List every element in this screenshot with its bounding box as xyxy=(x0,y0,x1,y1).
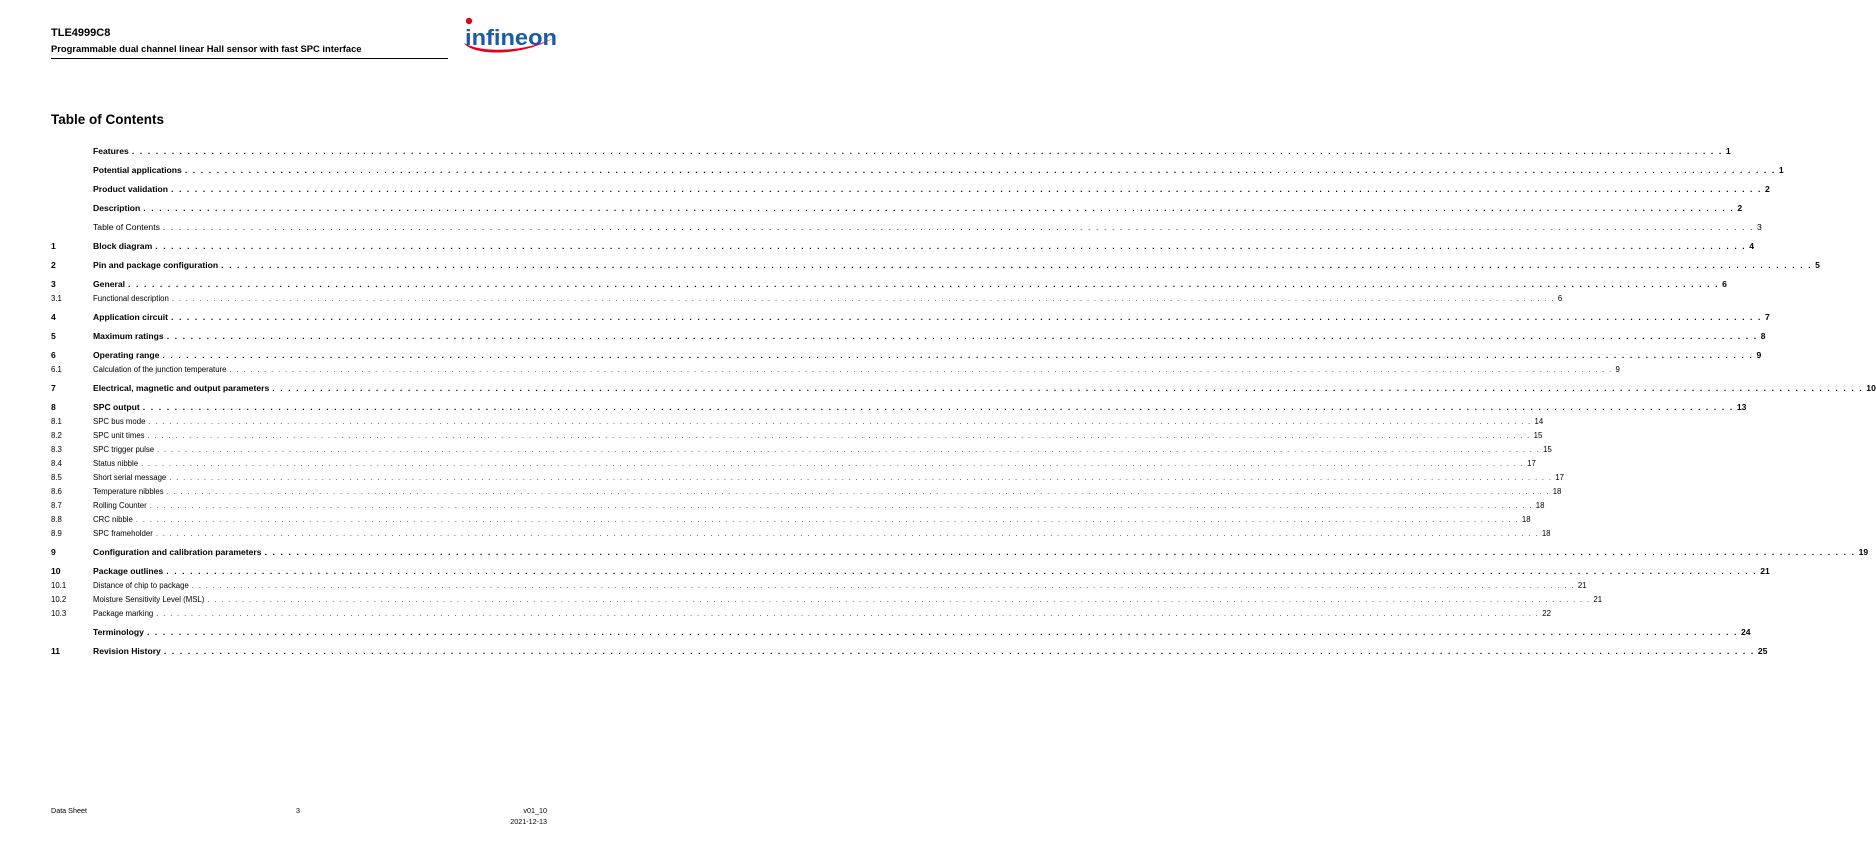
toc-entry-line xyxy=(93,514,1531,525)
toc-entry-number: 8.2 xyxy=(51,431,62,440)
toc-entry-label: Description xyxy=(93,203,141,213)
toc-entry-page: 9 xyxy=(1756,350,1762,360)
toc-entry[interactable] xyxy=(51,415,1544,427)
toc-leader-dots: . . . . . . . . . . . . . . . . . . . . . . . . . . . . . . . . . . . . . . . . . . . . . . . . . . . . . . . . . . . . . . . . . . . . . . . . . . . . . . . . . . . . . . . . . . . . . . . . . . . . . . . . . . . . . . . . . . . . . . . . . . . . . . . . . . . . . . . . . . . . . . . . . . . . . . . . . . . . . . . . . . . . . . . . . . . . . . . . . . . . . . . . . . . . . . . . . . . . . . . . xyxy=(221,260,1813,270)
toc-entry-page: 4 xyxy=(1749,241,1755,251)
toc-entry-number: 8.1 xyxy=(51,417,62,426)
toc-leader-dots: . . . . . . . . . . . . . . . . . . . . . . . . . . . . . . . . . . . . . . . . . . . . . . . . . . . . . . . . . . . . . . . . . . . . . . . . . . . . . . . . . . . . . . . . . . . . . . . . . . . . . . . . . . . . . . . . . . . . . . . . . . . . . . . . . . . . . . . . . . . . . . . . . . . . . . . . . . . . . . . . . . . . . . . . . . . . . . . . . . . . . . . . . . . . . . . . . . . . . . . . xyxy=(170,184,1763,194)
toc-entry[interactable] xyxy=(51,579,1587,591)
toc-leader-dots: . . . . . . . . . . . . . . . . . . . . . . . . . . . . . . . . . . . . . . . . . . . . . . . . . . . . . . . . . . . . . . . . . . . . . . . . . . . . . . . . . . . . . . . . . . . . . . . . . . . . . . . . . . . . . . . . . . . . . . . . . . . . . . . . . . . . . . . . . . . . . . . . . . . . . . . . . . . . . . . . . . . . . . . . . . . . . . . . . . . . . . . . . . . . . . . . . . . . . . . . xyxy=(166,566,1758,576)
toc-entry[interactable] xyxy=(51,499,1545,511)
infineon-logo-graphic xyxy=(456,12,564,58)
toc-entry[interactable] xyxy=(51,457,1536,469)
toc-leader-dots: . . . . . . . . . . . . . . . . . . . . . . . . . . . . . . . . . . . . . . . . . . . . . . . . . . . . . . . . . . . . . . . . . . . . . . . . . . . . . . . . . . . . . . . . . . . . . . . . . . . . . . . . . . . . . . . . . . . . . . . . . . . . . . . . . . . . . . . . . . . . . . . . . . . . . . . . . . . . . . . . . . . . . . . . . . . . . . . . . . . . . . . . . . . . . . . . . . . . . . . . xyxy=(207,595,1591,604)
toc-entry-number: 8.6 xyxy=(51,487,62,496)
toc-entry-page: 18 xyxy=(1535,501,1545,510)
toc-entry[interactable] xyxy=(51,311,1770,323)
toc-leader-dots: . . . . . . . . . . . . . . . . . . . . . . . . . . . . . . . . . . . . . . . . . . . . . . . . . . . . . . . . . . . . . . . . . . . . . . . . . . . . . . . . . . . . . . . . . . . . . . . . . . . . . . . . . . . . . . . . . . . . . . . . . . . . . . . . . . . . . . . . . . . . . . . . . . . . . . . . . . . . . . . . . . . . . . . . . . . . . . . . . . . . . . . . . . . . . . . . . . . . . . . . xyxy=(143,203,1735,213)
toc-leader-dots: . . . . . . . . . . . . . . . . . . . . . . . . . . . . . . . . . . . . . . . . . . . . . . . . . . . . . . . . . . . . . . . . . . . . . . . . . . . . . . . . . . . . . . . . . . . . . . . . . . . . . . . . . . . . . . . . . . . . . . . . . . . . . . . . . . . . . . . . . . . . . . . . . . . . . . . . . . . . . . . . . . . . . . . . . . . . . . . . . . . . . . . . . . . . . . . . . . . . . . . . xyxy=(131,146,1723,156)
toc-entry-line xyxy=(93,444,1552,455)
footer-version: v01_10 xyxy=(523,806,547,815)
toc-entry-page: 25 xyxy=(1757,646,1768,656)
toc-entry[interactable] xyxy=(51,527,1551,539)
logo-wordmark: infineon xyxy=(465,25,557,50)
toc-entry-number: 6 xyxy=(51,350,56,360)
toc-entry-page: 6 xyxy=(1557,294,1563,303)
toc-entry-line xyxy=(93,279,1727,290)
toc-entry[interactable] xyxy=(51,443,1552,455)
toc-entry-page: 1 xyxy=(1778,165,1784,175)
toc-leader-dots: . . . . . . . . . . . . . . . . . . . . . . . . . . . . . . . . . . . . . . . . . . . . . . . . . . . . . . . . . . . . . . . . . . . . . . . . . . . . . . . . . . . . . . . . . . . . . . . . . . . . . . . . . . . . . . . . . . . . . . . . . . . . . . . . . . . . . . . . . . . . . . . . . . . . . . . . . . . . . . . . . . . . . . . . . . . . . . . . . . . . . . . . . . . . . . . . . . . . . . . . xyxy=(142,402,1734,412)
toc-entry-page: 18 xyxy=(1541,529,1551,538)
toc-leader-dots: . . . . . . . . . . . . . . . . . . . . . . . . . . . . . . . . . . . . . . . . . . . . . . . . . . . . . . . . . . . . . . . . . . . . . . . . . . . . . . . . . . . . . . . . . . . . . . . . . . . . . . . . . . . . . . . . . . . . . . . . . . . . . . . . . . . . . . . . . . . . . . . . . . . . . . . . . . . . . . . . . . . . . . . . . . . . . . . . . . . . . . . . . . . . . . . . . . . . . . . . xyxy=(229,365,1613,374)
toc-entry-label: Functional description xyxy=(93,294,169,303)
toc-entry-number: 4 xyxy=(51,312,56,322)
toc-entry[interactable] xyxy=(51,259,1820,271)
toc-entry-line xyxy=(93,293,1563,304)
toc-entry-page: 17 xyxy=(1527,459,1536,468)
toc-entry[interactable] xyxy=(51,593,1603,605)
toc-leader-dots: . . . . . . . . . . . . . . . . . . . . . . . . . . . . . . . . . . . . . . . . . . . . . . . . . . . . . . . . . . . . . . . . . . . . . . . . . . . . . . . . . . . . . . . . . . . . . . . . . . . . . . . . . . . . . . . . . . . . . . . . . . . . . . . . . . . . . . . . . . . . . . . . . . . . . . . . . . . . . . . . . . . . . . . . . . . . . . . . . . . . . . . . . . . . . . . . . . . . . . . . xyxy=(147,431,1531,440)
footer-doc-type: Data Sheet xyxy=(51,806,87,815)
toc-entry[interactable] xyxy=(51,183,1770,195)
toc-entry-label: Distance of chip to package xyxy=(93,581,189,590)
toc-entry-number: 3.1 xyxy=(51,294,62,303)
toc-entry[interactable] xyxy=(51,565,1770,577)
toc-entry-page: 2 xyxy=(1737,203,1743,213)
toc-entry-page: 6 xyxy=(1722,279,1727,289)
toc-entry-number: 2 xyxy=(51,260,56,270)
toc-entry[interactable] xyxy=(51,382,1876,394)
toc-entry-label: Package outlines xyxy=(93,566,164,576)
toc-entry-line xyxy=(93,416,1544,427)
toc-entry[interactable] xyxy=(51,164,1784,176)
toc-entry-label: Potential applications xyxy=(93,165,182,175)
toc-entry-line xyxy=(93,580,1587,591)
toc-entry[interactable] xyxy=(51,513,1531,525)
toc-entry-line xyxy=(93,566,1770,577)
toc-entry-page: 14 xyxy=(1534,417,1544,426)
toc-leader-dots: . . . . . . . . . . . . . . . . . . . . . . . . . . . . . . . . . . . . . . . . . . . . . . . . . . . . . . . . . . . . . . . . . . . . . . . . . . . . . . . . . . . . . . . . . . . . . . . . . . . . . . . . . . . . . . . . . . . . . . . . . . . . . . . . . . . . . . . . . . . . . . . . . . . . . . . . . . . . . . . . . . . . . . . . . . . . . . . . . . . . . . . . . . . . . . . . . . . . . . . . xyxy=(149,501,1533,510)
toc-entry-page: 15 xyxy=(1533,431,1543,440)
toc-leader-dots: . . . . . . . . . . . . . . . . . . . . . . . . . . . . . . . . . . . . . . . . . . . . . . . . . . . . . . . . . . . . . . . . . . . . . . . . . . . . . . . . . . . . . . . . . . . . . . . . . . . . . . . . . . . . . . . . . . . . . . . . . . . . . . . . . . . . . . . . . . . . . . . . . . . . . . . . . . . . . . . . . . . . . . . . . . . . . . . . . . . . . . . . . . . . . . . . . . . . . . . . xyxy=(171,294,1555,303)
toc-entry-page: 8 xyxy=(1760,331,1766,341)
toc-entry-page: 18 xyxy=(1552,487,1562,496)
toc-entry-page: 5 xyxy=(1815,260,1820,270)
footer-date: 2021-12-13 xyxy=(510,817,547,826)
toc-leader-dots: . . . . . . . . . . . . . . . . . . . . . . . . . . . . . . . . . . . . . . . . . . . . . . . . . . . . . . . . . . . . . . . . . . . . . . . . . . . . . . . . . . . . . . . . . . . . . . . . . . . . . . . . . . . . . . . . . . . . . . . . . . . . . . . . . . . . . . . . . . . . . . . . . . . . . . . . . . . . . . . . . . . . . . . . . . . . . . . . . . . . . . . . . . . . . . . . . . . . . . . . xyxy=(162,350,1754,360)
toc-entry-label: Status nibble xyxy=(93,459,139,468)
toc-entry-page: 15 xyxy=(1543,445,1552,454)
toc-leader-dots: . . . . . . . . . . . . . . . . . . . . . . . . . . . . . . . . . . . . . . . . . . . . . . . . . . . . . . . . . . . . . . . . . . . . . . . . . . . . . . . . . . . . . . . . . . . . . . . . . . . . . . . . . . . . . . . . . . . . . . . . . . . . . . . . . . . . . . . . . . . . . . . . . . . . . . . . . . . . . . . . . . . . . . . . . . . . . . . . . . . . . . . . . . . . . . . . . . . . . . . . xyxy=(146,627,1738,637)
toc-entry-page: 9 xyxy=(1615,365,1620,374)
toc-entry-line xyxy=(93,430,1543,441)
toc-entry-label: Pin and package configuration xyxy=(93,260,219,270)
toc-entry-label: Product validation xyxy=(93,184,168,194)
toc-entry-number: 3 xyxy=(51,279,56,289)
toc-entry-label: Terminology xyxy=(93,627,144,637)
toc-entry-label: SPC output xyxy=(93,402,140,412)
toc-leader-dots: . . . . . . . . . . . . . . . . . . . . . . . . . . . . . . . . . . . . . . . . . . . . . . . . . . . . . . . . . . . . . . . . . . . . . . . . . . . . . . . . . . . . . . . . . . . . . . . . . . . . . . . . . . . . . . . . . . . . . . . . . . . . . . . . . . . . . . . . . . . . . . . . . . . . . . . . . . . . . . . . . . . . . . . . . . . . . . . . . . . . . . . . . . . . . . . . . . . . . . . . xyxy=(155,529,1539,538)
toc-entry-number: 8.9 xyxy=(51,529,62,538)
toc-leader-dots: . . . . . . . . . . . . . . . . . . . . . . . . . . . . . . . . . . . . . . . . . . . . . . . . . . . . . . . . . . . . . . . . . . . . . . . . . . . . . . . . . . . . . . . . . . . . . . . . . . . . . . . . . . . . . . . . . . . . . . . . . . . . . . . . . . . . . . . . . . . . . . . . . . . . . . . . . . . . . . . . . . . . . . . . . . . . . . . . . . . . . . . . . . . . . . . . . . . . . . . . xyxy=(184,165,1776,175)
toc-leader-dots: . . . . . . . . . . . . . . . . . . . . . . . . . . . . . . . . . . . . . . . . . . . . . . . . . . . . . . . . . . . . . . . . . . . . . . . . . . . . . . . . . . . . . . . . . . . . . . . . . . . . . . . . . . . . . . . . . . . . . . . . . . . . . . . . . . . . . . . . . . . . . . . . . . . . . . . . . . . . . . . . . . . . . . . . . . . . . . . . . . . . . . . . . . . . . . . . . . . . . . . . xyxy=(156,609,1540,618)
toc-entry-label: General xyxy=(93,279,126,289)
toc-entry-page: 10 xyxy=(1866,383,1876,393)
toc-entry-line xyxy=(93,646,1768,657)
toc-entry-label: Application circuit xyxy=(93,312,168,322)
toc-entry[interactable] xyxy=(51,485,1562,497)
toc-entry-page: 7 xyxy=(1765,312,1770,322)
toc-entry-number: 10 xyxy=(51,566,61,576)
toc-entry-page: 19 xyxy=(1858,547,1869,557)
toc-entry-number: 8.5 xyxy=(51,473,62,482)
toc-entry[interactable] xyxy=(51,645,1768,657)
toc-entry-line xyxy=(93,594,1603,605)
toc-entry-line xyxy=(93,472,1564,483)
toc-entry-number: 9 xyxy=(51,547,56,557)
toc-entry-page: 3 xyxy=(1756,222,1762,232)
toc-entry-label: SPC unit times xyxy=(93,431,145,440)
toc-leader-dots: . . . . . . . . . . . . . . . . . . . . . . . . . . . . . . . . . . . . . . . . . . . . . . . . . . . . . . . . . . . . . . . . . . . . . . . . . . . . . . . . . . . . . . . . . . . . . . . . . . . . . . . . . . . . . . . . . . . . . . . . . . . . . . . . . . . . . . . . . . . . . . . . . . . . . . . . . . . . . . . . . . . . . . . . . . . . . . . . . . . . . . . . . . . . . . . . . . . . . . . . xyxy=(191,581,1575,590)
toc-entry-line xyxy=(93,402,1747,413)
toc-entry-label: Moisture Sensitivity Level (MSL) xyxy=(93,595,205,604)
toc-entry-page: 21 xyxy=(1577,581,1587,590)
toc-entry[interactable] xyxy=(51,363,1620,375)
toc-entry-page: 17 xyxy=(1555,473,1564,482)
toc-entry-label: Maximum ratings xyxy=(93,331,164,341)
toc-entry-number: 10.2 xyxy=(51,595,67,604)
toc-entry-line xyxy=(93,608,1551,619)
toc-leader-dots: . . . . . . . . . . . . . . . . . . . . . . . . . . . . . . . . . . . . . . . . . . . . . . . . . . . . . . . . . . . . . . . . . . . . . . . . . . . . . . . . . . . . . . . . . . . . . . . . . . . . . . . . . . . . . . . . . . . . . . . . . . . . . . . . . . . . . . . . . . . . . . . . . . . . . . . . . . . . . . . . . . . . . . . . . . . . . . . . . . . . . . . . . . . . . . . . . . . . . . . . xyxy=(272,383,1864,393)
toc-entry-label: Features xyxy=(93,146,129,156)
toc-leader-dots: . . . . . . . . . . . . . . . . . . . . . . . . . . . . . . . . . . . . . . . . . . . . . . . . . . . . . . . . . . . . . . . . . . . . . . . . . . . . . . . . . . . . . . . . . . . . . . . . . . . . . . . . . . . . . . . . . . . . . . . . . . . . . . . . . . . . . . . . . . . . . . . . . . . . . . . . . . . . . . . . . . . . . . . . . . . . . . . . . . . . . . . . . . . . . . . . . . . . . . . . xyxy=(163,646,1755,656)
toc-entry-label: Calculation of the junction temperature xyxy=(93,365,227,374)
toc-entry[interactable] xyxy=(51,546,1869,558)
toc-entry-label: Rolling Counter xyxy=(93,501,147,510)
toc-entry[interactable] xyxy=(51,349,1762,361)
toc-entry-page: 21 xyxy=(1760,566,1770,576)
toc-leader-dots: . . . . . . . . . . . . . . . . . . . . . . . . . . . . . . . . . . . . . . . . . . . . . . . . . . . . . . . . . . . . . . . . . . . . . . . . . . . . . . . . . . . . . . . . . . . . . . . . . . . . . . . . . . . . . . . . . . . . . . . . . . . . . . . . . . . . . . . . . . . . . . . . . . . . . . . . . . . . . . . . . . . . . . . . . . . . . . . . . . . . . . . . . . . . . . . . . . . . . . . . xyxy=(264,547,1856,557)
toc-entry[interactable] xyxy=(51,221,1762,233)
toc-entry[interactable] xyxy=(51,607,1551,619)
toc-entry-number: 8.3 xyxy=(51,445,62,454)
toc-leader-dots: . . . . . . . . . . . . . . . . . . . . . . . . . . . . . . . . . . . . . . . . . . . . . . . . . . . . . . . . . . . . . . . . . . . . . . . . . . . . . . . . . . . . . . . . . . . . . . . . . . . . . . . . . . . . . . . . . . . . . . . . . . . . . . . . . . . . . . . . . . . . . . . . . . . . . . . . . . . . . . . . . . . . . . . . . . . . . . . . . . . . . . . . . . . . . . . . . . . . . . . . xyxy=(128,279,1720,289)
toc-entry-label: Electrical, magnetic and output parameters xyxy=(93,383,270,393)
toc-entry-number: 8 xyxy=(51,402,56,412)
toc-entry-label: Operating range xyxy=(93,350,160,360)
infineon-logo xyxy=(456,12,564,58)
toc-entry-page: 1 xyxy=(1725,146,1731,156)
footer-page-number: 3 xyxy=(296,806,300,815)
toc-entry-page: 13 xyxy=(1736,402,1747,412)
toc-entry-page: 22 xyxy=(1542,609,1551,618)
toc-entry[interactable] xyxy=(51,401,1747,413)
toc-entry-number: 7 xyxy=(51,383,56,393)
toc-entry-label: SPC trigger pulse xyxy=(93,445,155,454)
toc-entry-number: 8.4 xyxy=(51,459,62,468)
toc-entry-line xyxy=(93,458,1536,469)
toc-entry-number: 11 xyxy=(51,646,61,656)
toc-leader-dots: . . . . . . . . . . . . . . . . . . . . . . . . . . . . . . . . . . . . . . . . . . . . . . . . . . . . . . . . . . . . . . . . . . . . . . . . . . . . . . . . . . . . . . . . . . . . . . . . . . . . . . . . . . . . . . . . . . . . . . . . . . . . . . . . . . . . . . . . . . . . . . . . . . . . . . . . . . . . . . . . . . . . . . . . . . . . . . . . . . . . . . . . . . . . . . . . . . . . . . . . xyxy=(141,459,1525,468)
toc-entry-page: 18 xyxy=(1521,515,1531,524)
toc-entry[interactable] xyxy=(51,330,1766,342)
toc-entry-label: Configuration and calibration parameters xyxy=(93,547,262,557)
toc-entry-number: 1 xyxy=(51,241,56,251)
toc-entry-number: 10.1 xyxy=(51,581,67,590)
toc-entry[interactable] xyxy=(51,429,1543,441)
toc-entry-line xyxy=(93,383,1876,394)
toc-leader-dots: . . . . . . . . . . . . . . . . . . . . . . . . . . . . . . . . . . . . . . . . . . . . . . . . . . . . . . . . . . . . . . . . . . . . . . . . . . . . . . . . . . . . . . . . . . . . . . . . . . . . . . . . . . . . . . . . . . . . . . . . . . . . . . . . . . . . . . . . . . . . . . . . . . . . . . . . . . . . . . . . . . . . . . . . . . . . . . . . . . . . . . . . . . . . . . . . . . . . . . . . xyxy=(148,417,1532,426)
toc-entry-page: 24 xyxy=(1741,627,1751,637)
toc-entry-label: Table of Contents xyxy=(93,222,160,232)
toc-entry-line xyxy=(93,627,1751,638)
toc-entry-page: 2 xyxy=(1765,184,1770,194)
logo-dot xyxy=(466,18,472,24)
toc-leader-dots: . . . . . . . . . . . . . . . . . . . . . . . . . . . . . . . . . . . . . . . . . . . . . . . . . . . . . . . . . . . . . . . . . . . . . . . . . . . . . . . . . . . . . . . . . . . . . . . . . . . . . . . . . . . . . . . . . . . . . . . . . . . . . . . . . . . . . . . . . . . . . . . . . . . . . . . . . . . . . . . . . . . . . . . . . . . . . . . . . . . . . . . . . . . . . . . . . . . . . . . . xyxy=(135,515,1519,524)
toc-leader-dots: . . . . . . . . . . . . . . . . . . . . . . . . . . . . . . . . . . . . . . . . . . . . . . . . . . . . . . . . . . . . . . . . . . . . . . . . . . . . . . . . . . . . . . . . . . . . . . . . . . . . . . . . . . . . . . . . . . . . . . . . . . . . . . . . . . . . . . . . . . . . . . . . . . . . . . . . . . . . . . . . . . . . . . . . . . . . . . . . . . . . . . . . . . . . . . . . . . . . . . . . xyxy=(170,312,1763,322)
toc-entry[interactable] xyxy=(51,278,1727,290)
toc-entry-label: Temperature nibbles xyxy=(93,487,164,496)
toc-entry-line xyxy=(93,350,1762,361)
toc-entry-label: CRC nibble xyxy=(93,515,133,524)
toc-entry[interactable] xyxy=(51,292,1563,304)
toc-entry[interactable] xyxy=(51,202,1743,214)
toc-entry-line xyxy=(93,203,1743,214)
toc-entry-label: Revision History xyxy=(93,646,161,656)
toc-entry[interactable] xyxy=(51,626,1751,638)
toc-entry[interactable] xyxy=(51,145,1731,157)
toc-leader-dots: . . . . . . . . . . . . . . . . . . . . . . . . . . . . . . . . . . . . . . . . . . . . . . . . . . . . . . . . . . . . . . . . . . . . . . . . . . . . . . . . . . . . . . . . . . . . . . . . . . . . . . . . . . . . . . . . . . . . . . . . . . . . . . . . . . . . . . . . . . . . . . . . . . . . . . . . . . . . . . . . . . . . . . . . . . . . . . . . . . . . . . . . . . . . . . . . . . . . . . . . xyxy=(157,445,1541,454)
document-subtitle: Programmable dual channel linear Hall sensor with fast SPC interface xyxy=(51,43,362,54)
toc-entry-label: SPC frameholder xyxy=(93,529,153,538)
toc-entry-line xyxy=(93,146,1731,157)
toc-entry-number: 8.7 xyxy=(51,501,62,510)
toc-entry-label: Short serial message xyxy=(93,473,167,482)
toc-entry-line xyxy=(93,241,1755,252)
toc-entry-label: Package marking xyxy=(93,609,154,618)
toc-leader-dots: . . . . . . . . . . . . . . . . . . . . . . . . . . . . . . . . . . . . . . . . . . . . . . . . . . . . . . . . . . . . . . . . . . . . . . . . . . . . . . . . . . . . . . . . . . . . . . . . . . . . . . . . . . . . . . . . . . . . . . . . . . . . . . . . . . . . . . . . . . . . . . . . . . . . . . . . . . . . . . . . . . . . . . . . . . . . . . . . . . . . . . . . . . . . . . . . . . . . . . . . xyxy=(166,487,1550,496)
document-title: TLE4999C8 xyxy=(51,27,111,39)
toc-heading: Table of Contents xyxy=(51,112,164,127)
toc-leader-dots: . . . . . . . . . . . . . . . . . . . . . . . . . . . . . . . . . . . . . . . . . . . . . . . . . . . . . . . . . . . . . . . . . . . . . . . . . . . . . . . . . . . . . . . . . . . . . . . . . . . . . . . . . . . . . . . . . . . . . . . . . . . . . . . . . . . . . . . . . . . . . . . . . . . . . . . . . . . . . . . . . . . . . . . . . . . . . . . . . . . . . . . . . . . . . . . . . . . . . . . . xyxy=(166,331,1758,341)
toc-entry-line xyxy=(93,528,1551,539)
toc-entry-number: 8.8 xyxy=(51,515,62,524)
toc-entry-line xyxy=(93,364,1620,375)
toc-entry-line xyxy=(93,500,1545,511)
toc-entry[interactable] xyxy=(51,240,1755,252)
toc-entry-label: Block diagram xyxy=(93,241,153,251)
toc-leader-dots: . . . . . . . . . . . . . . . . . . . . . . . . . . . . . . . . . . . . . . . . . . . . . . . . . . . . . . . . . . . . . . . . . . . . . . . . . . . . . . . . . . . . . . . . . . . . . . . . . . . . . . . . . . . . . . . . . . . . . . . . . . . . . . . . . . . . . . . . . . . . . . . . . . . . . . . . . . . . . . . . . . . . . . . . . . . . . . . . . . . . . . . . . . . . . . . . . . . . . . . . xyxy=(169,473,1553,482)
toc-entry-line xyxy=(93,184,1770,195)
toc-entry-number: 5 xyxy=(51,331,56,341)
toc-entry-line xyxy=(93,165,1784,176)
toc-entry-number: 10.3 xyxy=(51,609,67,618)
toc-leader-dots: . . . . . . . . . . . . . . . . . . . . . . . . . . . . . . . . . . . . . . . . . . . . . . . . . . . . . . . . . . . . . . . . . . . . . . . . . . . . . . . . . . . . . . . . . . . . . . . . . . . . . . . . . . . . . . . . . . . . . . . . . . . . . . . . . . . . . . . . . . . . . . . . . . . . . . . . . . . . . . . . . . . . . . . . . . . . . . . . . . . . . . . . . . . . . . . . . . . . . . . . xyxy=(162,222,1754,232)
toc-entry-line xyxy=(93,486,1562,497)
toc-entry-line xyxy=(93,260,1820,271)
header-divider xyxy=(51,58,448,59)
toc-leader-dots: . . . . . . . . . . . . . . . . . . . . . . . . . . . . . . . . . . . . . . . . . . . . . . . . . . . . . . . . . . . . . . . . . . . . . . . . . . . . . . . . . . . . . . . . . . . . . . . . . . . . . . . . . . . . . . . . . . . . . . . . . . . . . . . . . . . . . . . . . . . . . . . . . . . . . . . . . . . . . . . . . . . . . . . . . . . . . . . . . . . . . . . . . . . . . . . . . . . . . . . . xyxy=(155,241,1747,251)
toc-entry-line xyxy=(93,331,1766,342)
toc-entry-line xyxy=(93,547,1869,558)
toc-entry-line xyxy=(93,222,1762,233)
toc-entry[interactable] xyxy=(51,471,1564,483)
toc-entry-number: 6.1 xyxy=(51,365,62,374)
toc-entry-line xyxy=(93,312,1770,323)
toc-entry-page: 21 xyxy=(1593,595,1603,604)
toc-entry-label: SPC bus mode xyxy=(93,417,146,426)
